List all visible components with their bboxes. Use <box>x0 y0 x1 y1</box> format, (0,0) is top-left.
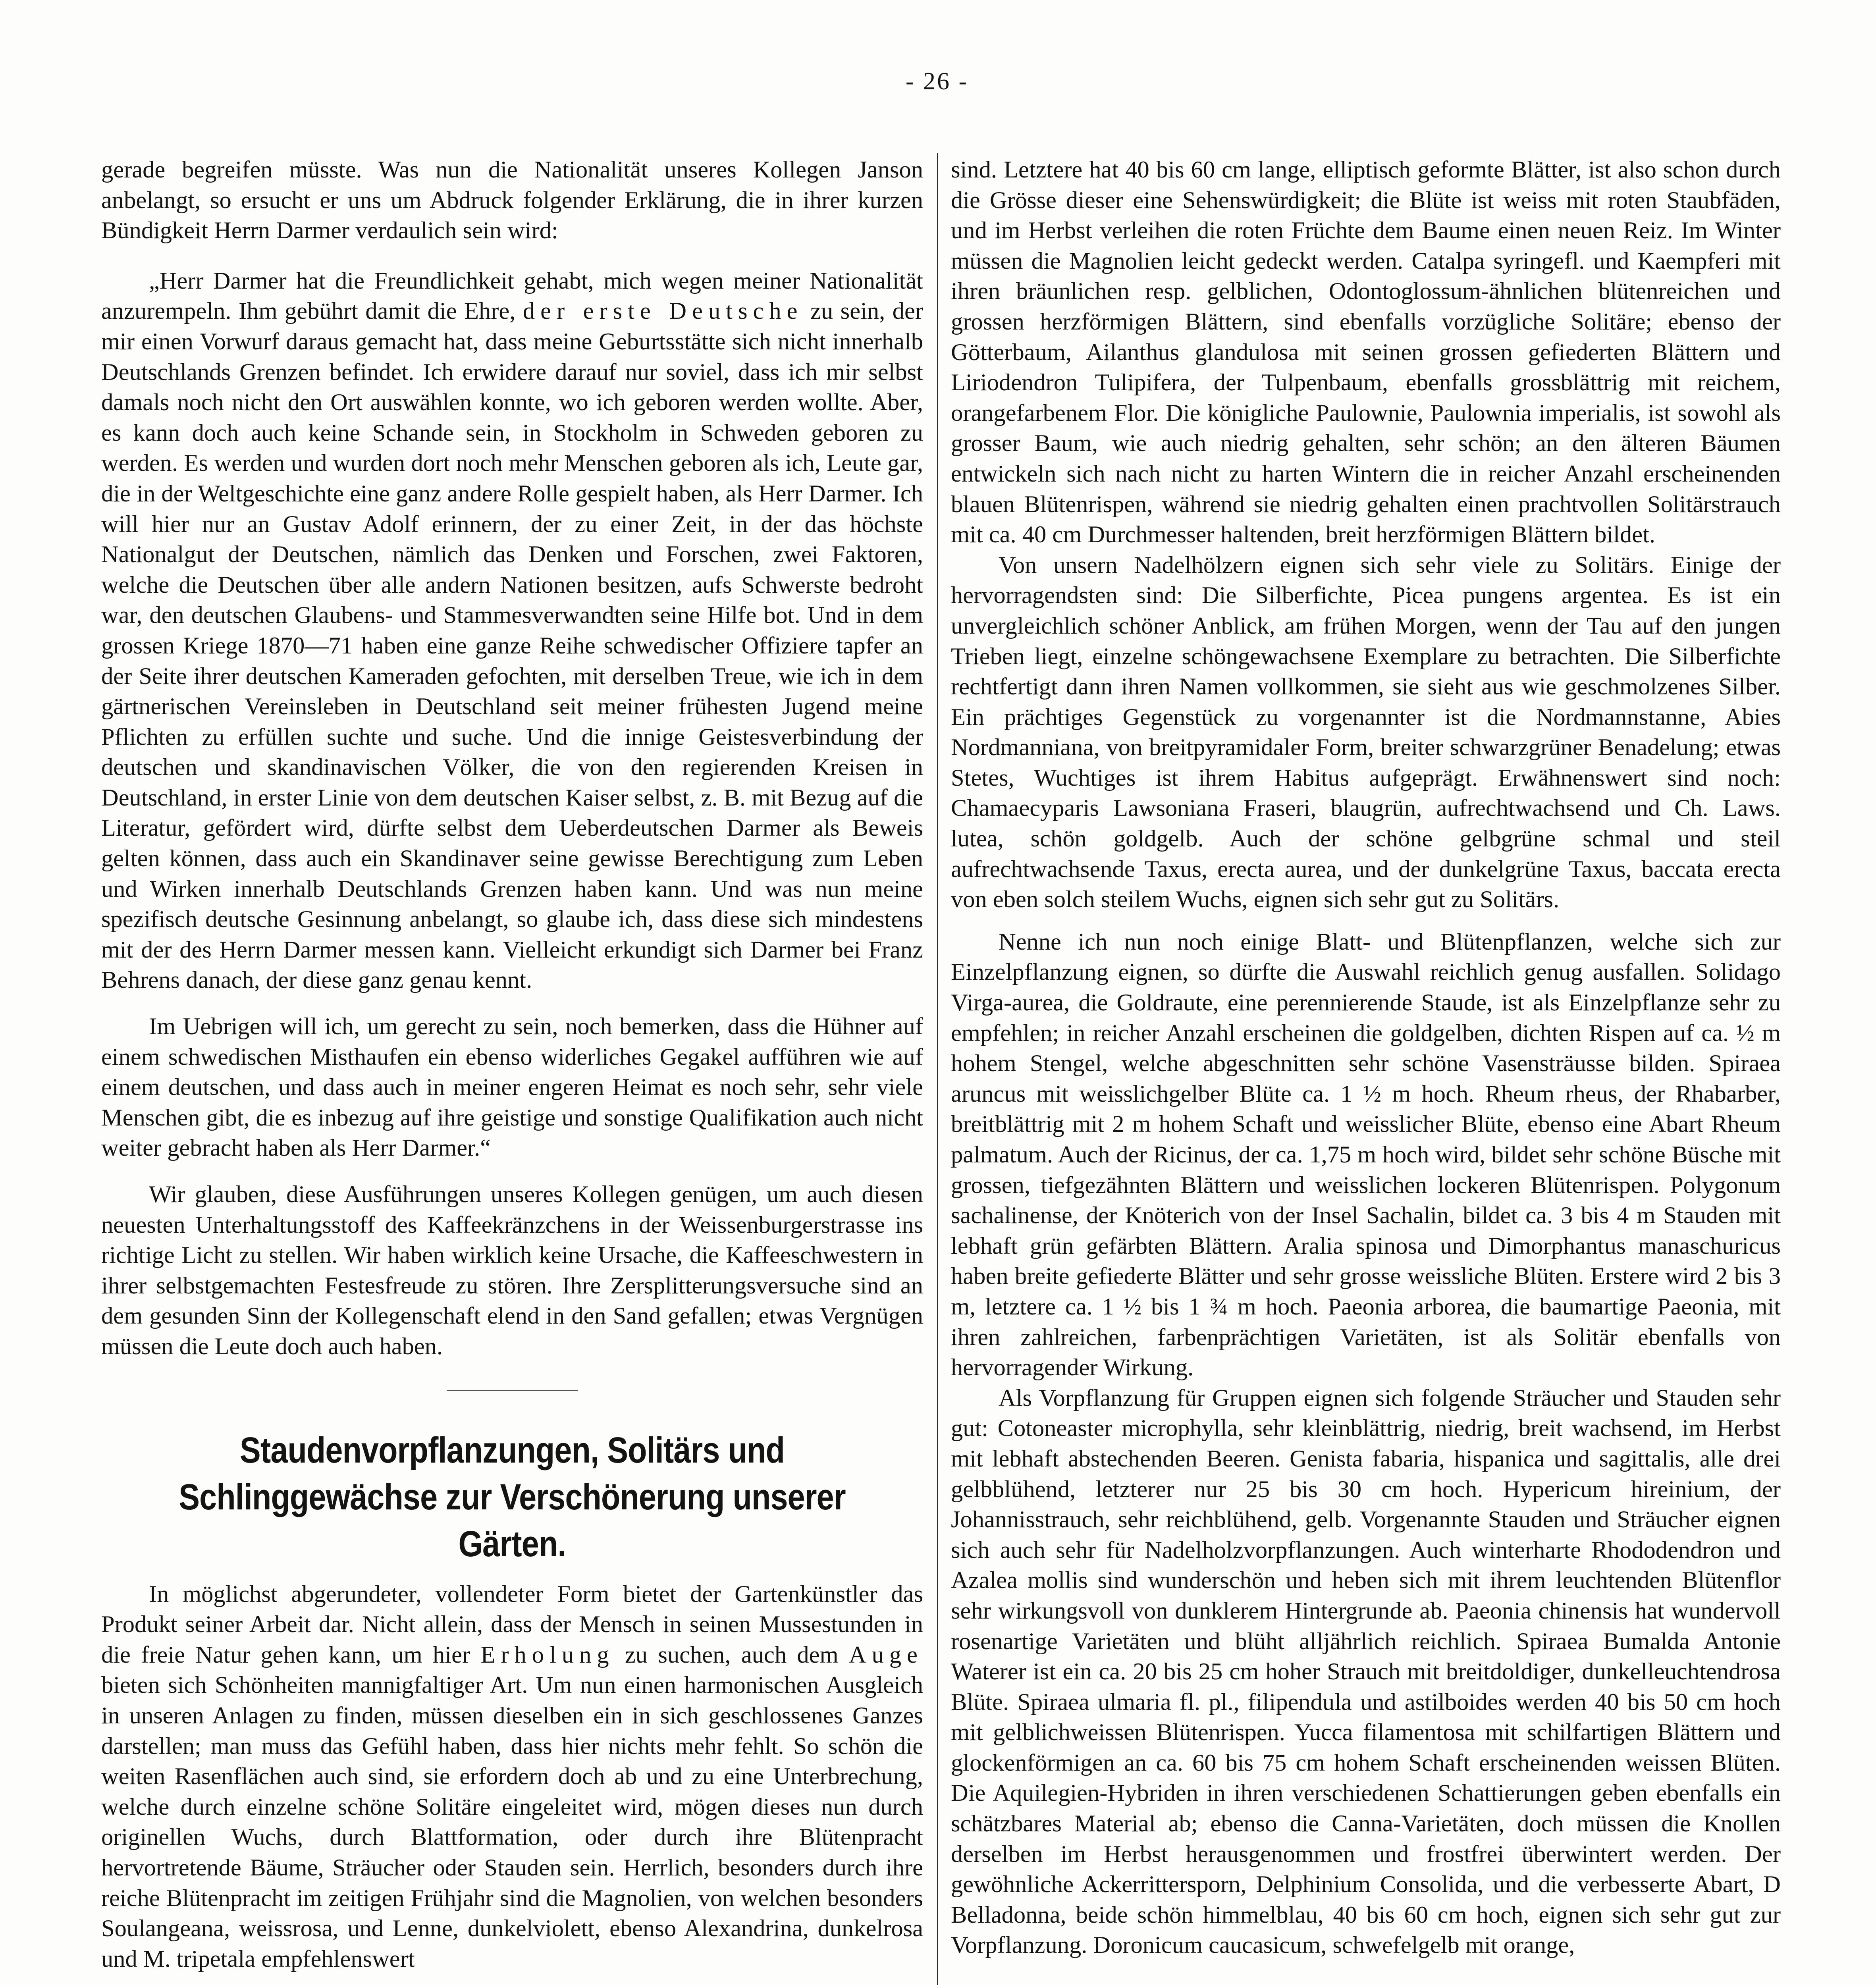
text-run: zu suchen, auch dem <box>614 1641 849 1668</box>
paragraph: Wir glauben, diese Ausführungen unseres Kollegen genügen, um auch diesen neuesten Unterhaltungsstoff des Kaffeekränzchens in der Weissenburgerstrasse ins richtige Licht zu stellen. Wir haben wirklich keine Ursache, die Kaffeeschwestern in ihrer selbstgemachten Festesfreude zu stören. Ihre Zersplitterungsversuche sind an dem gesunden Sinn der Kollegenschaft elend in den Sand gefallen; etwas Vergnügen müssen die Leute doch auch haben. <box>101 1181 923 1360</box>
text-run: bieten sich Schönheiten mannigfaltiger Art. Um nun einen harmonischen Ausgleich in unseren Anlagen zu finden, müssen dieselben ein in sich geschlossenes Ganzes darstellen; man muss das Gefühl haben, dass hier nichts mehr fehlt. So schön die weiten Rasenflächen auch sind, sie erfordern doch ab und zu eine Unterbrechung, welche durch einzelne schöne Solitäre eingeleitet wird, mögen dieses nun durch originellen Wuchs, durch Blattformation, oder durch ihre Blütenpracht hervortretende Bäume, Sträucher oder Stauden sein. Herrlich, besonders durch ihre reiche Blütenpracht im zeitigen Frühjahr sind die Magnolien, von welchen besonders Soulangeana, weissrosa, und Lenne, dunkelviolett, ebenso Alexandrina, dunkelrosa und M. tripetala empfehlenswert <box>101 1672 923 1972</box>
paragraph: sind. Letztere hat 40 bis 60 cm lange, elliptisch geformte Blätter, ist also schon durch die Grösse dieser eine Sehenswürdigkeit; die Blüte ist weiss mit roten Staubfäden, und im Herbst verleihen die roten Früchte dem Baume einen neuen Reiz. Im Winter müssen die Magnolien leicht gedeckt werden. Catalpa syringefl. und Kaempferi mit ihren bräunlichen resp. gelblichen, Odontoglossum-ähnlichen blütenreichen und grossen herzförmigen Blättern, sind ebenfalls vorzügliche Solitäre; ebenso der Götterbaum, Ailanthus glandulosa mit seinen grossen gefiederten Blättern und Liriodendron Tulipifera, der Tulpenbaum, ebenfalls grossblättrig mit reichem, orangefarbenem Flor. Die königliche Paulownie, Paulownia imperialis, ist sowohl als grosser Baum, wie auch niedrig gehalten, sehr schön; an den älteren Bäumen entwickeln sich nach nicht zu harten Wintern die in reicher Anzahl erscheinenden blauen Blütenrispen, während sie niedrig gehalten einen prachtvollen Solitärstrauch mit ca. 40 cm Durchmesser haltenden, breit herzförmigen Blättern bildet. <box>951 156 1781 548</box>
page-number: - 26 - <box>905 68 969 95</box>
quote-text-start: „Herr Darmer hat die Freundlichkeit gehabt, mich wegen meiner Nationalität anzurempeln. Ihm gebührt damit die Ehre, <box>101 267 923 325</box>
column-divider <box>937 153 938 1985</box>
emphasis-text: Auge <box>848 1641 923 1668</box>
paragraph: Im Uebrigen will ich, um gerecht zu sein, noch bemerken, dass die Hühner auf einem schwedischen Misthaufen ein ebenso widerliches Gegakel aufführen wie auf einem deutschen, und dass auch in meiner engeren Heimat es noch sehr, sehr viele Menschen gibt, die es inbezug auf ihre geistige und sonstige Qualifikation auch nicht weiter gebracht haben als Herr Darmer.“ <box>101 1013 923 1162</box>
left-column <box>101 155 923 1974</box>
text-run: In möglichst abgerundeter, vollendeter Form bietet der Gartenkünstler das Produkt seiner Arbeit dar. Nicht allein, dass der Mensch in seinen Mussestunden in die freie Natur gehen kann, um hier <box>101 1580 923 1668</box>
section-separator <box>447 1390 578 1391</box>
quote-paragraph <box>101 266 923 996</box>
right-column <box>951 155 1781 1961</box>
paragraph: Als Vorpflanzung für Gruppen eignen sich folgende Sträucher und Stauden sehr gut: Cotoneaster microphylla, sehr kleinblättrig, niedrig, breit wachsend, im Herbst mit lebhaft abstechenden Beeren. Genista fabaria, hispanica und sagittalis, alle drei gelbblühend, letzterer nur 25 bis 30 cm hoch. Hypericum hireinium, der Johannisstrauch, sehr reichblühend, gelb. Vorgenannte Stauden und Sträucher eignen sich auch sehr für Nadelholzvorpflanzungen. Auch winterharte Rhododendron und Azalea mollis sind wunderschön und heben sich mit ihrem leuchtenden Blütenflor sehr wirkungsvoll von dunklerem Hintergrunde ab. Paeonia chinensis hat wundervoll rosenartige Varietäten und blüht alljährlich reichlich. Spiraea Bumalda Antonie Waterer ist ein ca. 20 bis 25 cm hoher Strauch mit breitdoldiger, dunkelleuchtendrosa Blüte. Spiraea ulmaria fl. pl., filipendula und astilboides werden 40 bis 50 cm hoch mit gelblichweissen Blütenrispen. Yucca filamentosa mit schilfartigen Blättern und glockenförmigen an ca. 60 bis 75 cm hohem Schaft erscheinenden weissen Blüten. Die Aquilegien-Hybriden in ihren verschiedenen Schattierungen geben ebenfalls ein schätzbares Material ab; ebenso die Canna-Varietäten, doch müssen die Knollen derselben im Herbst herausgenommen und frostfrei überwintert werden. Der gewöhnliche Ackerrittersporn, Delphinium Consolida, und die verbesserte Abart, D Belladonna, beide schön himmelblau, 40 bis 60 cm hoch, eignen sich sehr gut zur Vorpflanzung. Doronicum caucasicum, schwefelgelb mit orange, <box>951 1384 1781 1959</box>
paragraph: Von unsern Nadelhölzern eignen sich sehr viele zu Solitärs. Einige der hervorragendsten sind: Die Silberfichte, Picea pungens argentea. Es ist ein unvergleichlich schöner Anblick, am frühen Morgen, wenn der Tau auf den jungen Trieben liegt, einzelne schöngewachsene Exemplare zu betrachten. Die Silberfichte rechtfertigt dann ihren Namen vollkommen, sie sieht aus wie geschmolzenes Silber. Ein prächtiges Gegenstück zu vorgenannter ist die Nordmannstanne, Abies Nordmanniana, von breitpyramidaler Form, breiter schwarzgrüner Benadelung; etwas Stetes, Wuchtiges ist ihrem Habitus aufgeprägt. Erwähnenswert sind noch: Chamaecyparis Lawsoniana Fraseri, blaugrün, aufrechtwachsend und Ch. Laws. lutea, schön goldgelb. Auch der schöne gelbgrüne schmal und steil aufrechtwachsende Taxus, erecta aurea, und der dunkelgrüne Taxus, baccata erecta von eben solch steilem Wuchs, eignen sich sehr gut zu Solitärs. <box>951 551 1781 913</box>
paragraph: Nenne ich nun noch einige Blatt- und Blütenpflanzen, welche sich zur Einzelpflanzung eignen, so dürfte die Auswahl reichlich genug ausfallen. Solidago Virga-aurea, die Goldraute, eine perennierende Staude, ist als Einzelpflanze sehr zu empfehlen; in reicher Anzahl erscheinen die goldgelben, dichten Rispen auf ca. ½ m hohem Stengel, welche abgeschnitten sehr schöne Vasensträusse bilden. Spiraea aruncus mit weisslichgelber Blüte ca. 1 ½ m hoch. Rheum rheus, der Rhabarber, breitblättrig mit 2 m hohem Schaft und weisslicher Blüte, ebenso eine Abart Rheum palmatum. Auch der Ricinus, der ca. 1,75 m hoch wird, bildet sehr schöne Büsche mit grossen, tiefgezähnten Blättern und weisslichen lockeren Blütenrispen. Polygonum sachalinense, der Knöterich von der Insel Sachalin, bildet ca. 3 bis 4 m Stauden mit lebhaft grün gefärbten Blättern. Aralia spinosa und Dimorphantus manaschuricus haben breite gefiederte Blätter und sehr grosse weissliche Blüten. Erstere wird 2 bis 3 m, letztere ca. 1 ½ bis 1 ¾ m hoch. Paeonia arborea, die baumartige Paeonia, mit ihren zahlreichen, farbenprächtigen Varietäten, ist als Solitär ebenfalls von hervorragender Wirkung. <box>951 928 1781 1381</box>
article-title: Staudenvorpflanzungen, Solitärs und Schlinggewächse zur Verschönerung unserer Gärten. <box>179 1430 846 1564</box>
quote-emphasis: der erste Deutsche <box>523 298 803 325</box>
paragraph: gerade begreifen müsste. Was nun die Nationalität unseres Kollegen Janson anbelangt, so ersucht er uns um Abdruck folgender Erklärung, die in ihrer kurzen Bündigkeit Herrn Darmer verdaulich sein wird: <box>101 156 923 244</box>
quote-text-rest: zu sein, der mir einen Vorwurf daraus gemacht hat, dass meine Geburtsstätte sich nicht innerhalb Deutschlands Grenzen befindet. Ich erwidere darauf nur soviel, dass ich mir selbst damals noch nicht den Ort auswählen konnte, wo ich geboren werden wollte. Aber, es kann doch auch keine Schande sein, in Stockholm in Schweden geboren zu werden. Es werden und wurden dort noch mehr Menschen geboren als ich, Leute gar, die in der Weltgeschichte eine ganz andere Rolle gespielt haben, als Herr Darmer. Ich will hier nur an Gustav Adolf erinnern, der zu einer Zeit, in der das höchste Nationalgut der Deutschen, nämlich das Denken und Forschen, zwei Faktoren, welche die Deutschen über alle andern Nationen besitzen, aufs Schwerste bedroht war, den deutschen Glaubens- und Stammesverwandten seine Hilfe bot. Und in dem grossen Kriege 1870—71 haben eine ganze Reihe schwedischer Offiziere tapfer an der Seite ihrer deutschen Kameraden gefochten, mit derselben Treue, wie ich in dem gärtnerischen Vereinsleben in Deutschland seit meiner frühesten Jugend meine Pflichten zu erfüllen suchte und suche. Und die innige Geistesverbindung der deutschen und skandinavischen Völker, die von den regierenden Kreisen in Deutschland, in erster Linie von dem deutschen Kaiser selbst, z. B. mit Bezug auf die Literatur, gefördert wird, dürfte selbst dem Ueberdeutschen Darmer als Beweis gelten können, dass auch ein Skandinaver seine gewisse Berechtigung zum Leben und Wirken innerhalb Deutschlands Grenzen haben kann. Und was nun meine spezifisch deutsche Gesinnung anbelangt, so glaube ich, dass diese sich mindestens mit der des Herrn Darmer messen kann. Vielleicht erkundigt sich Darmer bei Franz Behrens danach, der diese ganz genau kennt. <box>101 298 923 994</box>
emphasis-text: Erholung <box>480 1641 615 1668</box>
paragraph <box>101 1579 923 1975</box>
